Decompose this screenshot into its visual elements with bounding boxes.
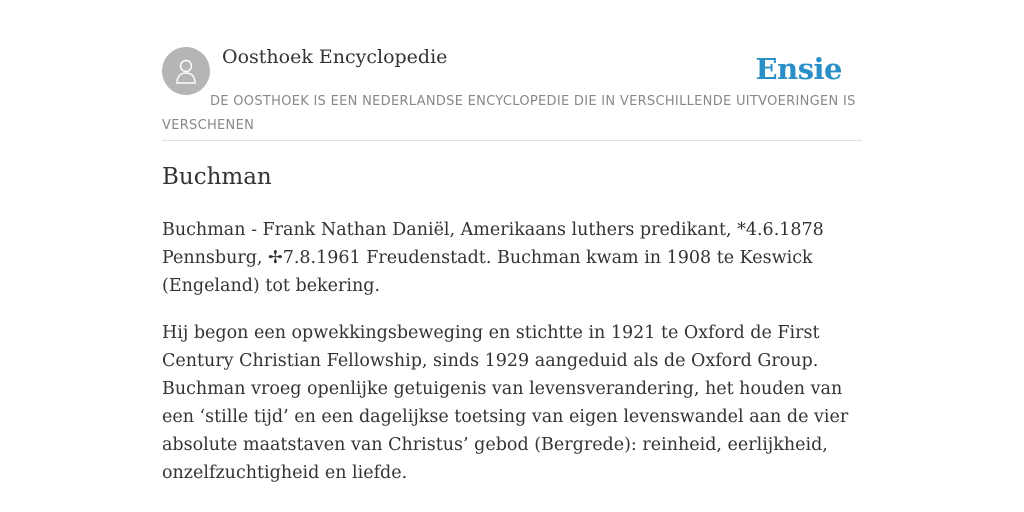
page: [162, 0, 862, 483]
article-paragraph: Hij begon een opwekkingsbeweging en stichtte in 1921 te Oxford de First Century Christian Fellowship, sinds 1929 aangeduid als de Oxford Group. Buchman vroeg openlijke getuigenis van levensverandering, het houden van een ‘stille tijd’ en een dagelijkse toetsing van eigen levenswandel aan de vier absolute maatstaven van Christus’ gebod (Bergrede): reinheid, eerlijkheid, onzelfzuchtigheid en liefde.: [162, 323, 849, 483]
header: [162, 0, 862, 141]
article-paragraph: Buchman - Frank Nathan Daniël, Amerikaans luthers predikant, *4.6.1878 Pennsburg, ✢7.8.1961 Freudenstadt. Buchman kwam in 1908 te Keswick (Engeland) tot bekering.: [162, 220, 824, 296]
article-title: Buchman: [162, 164, 272, 190]
avatar[interactable]: [162, 47, 210, 95]
source-tagline: DE OOSTHOEK IS EEN NEDERLANDSE ENCYCLOPEDIE DIE IN VERSCHILLENDE UITVOERINGEN IS VERSCHENEN: [162, 94, 856, 133]
user-icon: [174, 57, 198, 85]
source-name-link[interactable]: Oosthoek Encyclopedie: [222, 46, 448, 68]
ensie-logo-link[interactable]: Ensie: [755, 52, 842, 86]
